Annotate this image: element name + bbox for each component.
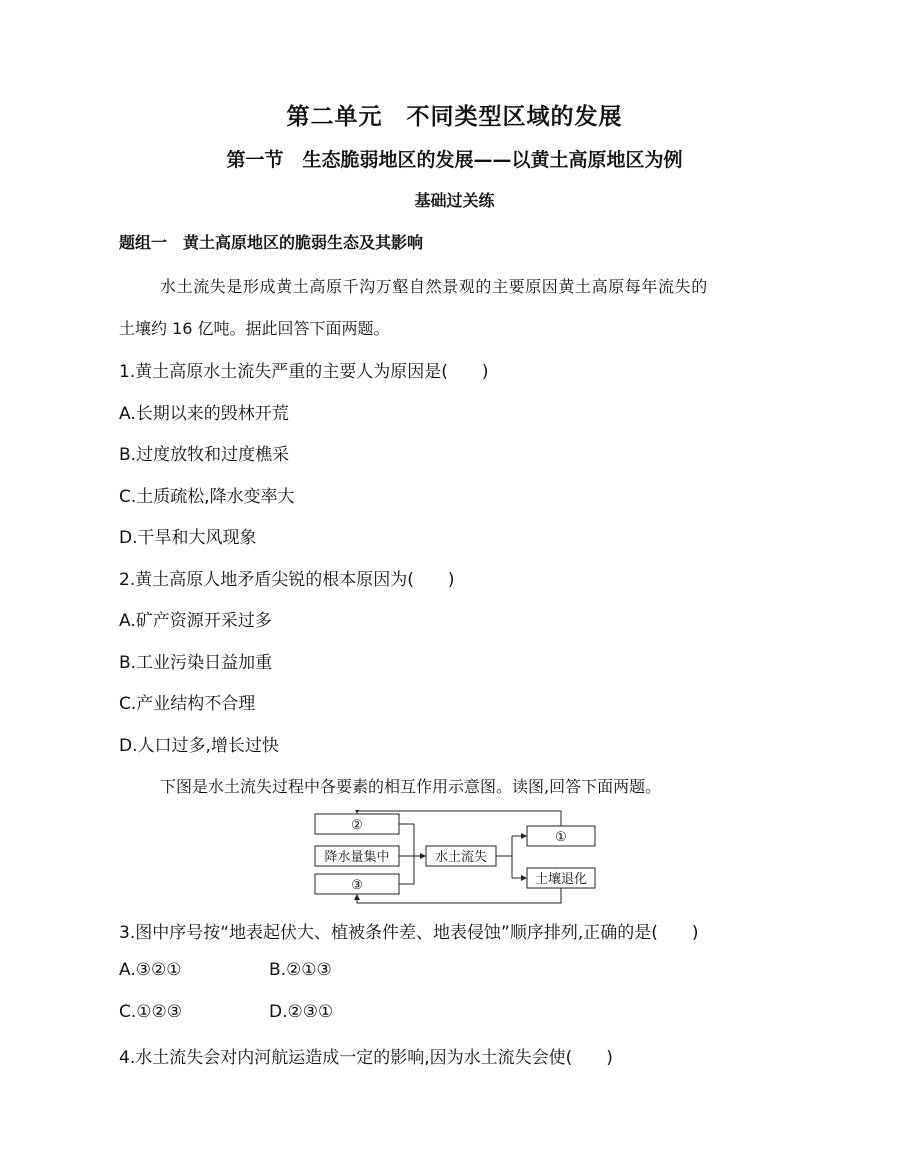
- question-2-option-a[interactable]: A.矿产资源开采过多: [119, 611, 272, 631]
- feedback-arrow-top: [357, 811, 561, 826]
- section-title: 第一节 生态脆弱地区的发展——以黄土高原地区为例: [226, 149, 683, 171]
- diagram-label-rain: 降水量集中: [324, 850, 390, 865]
- question-3-option-d[interactable]: D.②③①: [269, 1002, 334, 1022]
- erosion-interaction-diagram: [310, 810, 610, 906]
- question-2-option-c[interactable]: C.产业结构不合理: [119, 694, 256, 714]
- question-3-option-a[interactable]: A.③②①: [119, 960, 182, 980]
- question-2-option-b[interactable]: B.工业污染日益加重: [119, 653, 273, 673]
- diagram-label-erosion: 水土流失: [434, 850, 488, 865]
- question-3-option-c[interactable]: C.①②③: [119, 1002, 182, 1022]
- exercise-title: 基础过关练: [414, 191, 495, 210]
- question-4-stem: 4.水土流失会对内河航运造成一定的影响,因为水土流失会使( ): [119, 1048, 613, 1068]
- diagram-label-1: ①: [555, 830, 567, 845]
- diagram-intro: 下图是水土流失过程中各要素的相互作用示意图。读图,回答下面两题。: [160, 777, 662, 796]
- intro-paragraph-line-2: 土壤约 16 亿吨。据此回答下面两题。: [119, 319, 390, 338]
- question-1-stem: 1.黄土高原水土流失严重的主要人为原因是( ): [119, 362, 489, 382]
- question-3-stem: 3.图中序号按“地表起伏大、植被条件差、地表侵蚀”顺序排列,正确的是( ): [119, 923, 699, 943]
- question-1-option-d[interactable]: D.干旱和大风现象: [119, 528, 257, 548]
- diagram-label-soil: 土壤退化: [534, 872, 588, 887]
- question-3-options-row-2: [119, 1002, 333, 1022]
- question-2-option-d[interactable]: D.人口过多,增长过快: [119, 736, 279, 756]
- question-2-stem: 2.黄土高原人地矛盾尖锐的根本原因为( ): [119, 570, 455, 590]
- unit-title: 第二单元 不同类型区域的发展: [286, 104, 623, 130]
- question-group-title: 题组一 黄土高原地区的脆弱生态及其影响: [119, 233, 424, 252]
- diagram-label-2: ②: [351, 818, 363, 833]
- question-1-option-b[interactable]: B.过度放牧和过度樵采: [119, 445, 290, 465]
- question-3-option-b[interactable]: B.②①③: [269, 960, 332, 980]
- intro-paragraph-line-1: 水土流失是形成黄土高原千沟万壑自然景观的主要原因黄土高原每年流失的: [160, 277, 708, 296]
- question-1-option-c[interactable]: C.土质疏松,降水变率大: [119, 487, 295, 507]
- diagram-label-3: ③: [351, 878, 363, 893]
- question-1-option-a[interactable]: A.长期以来的毁林开荒: [119, 404, 289, 424]
- feedback-arrow-bottom: [357, 888, 561, 903]
- question-3-options-row-1: [119, 960, 332, 980]
